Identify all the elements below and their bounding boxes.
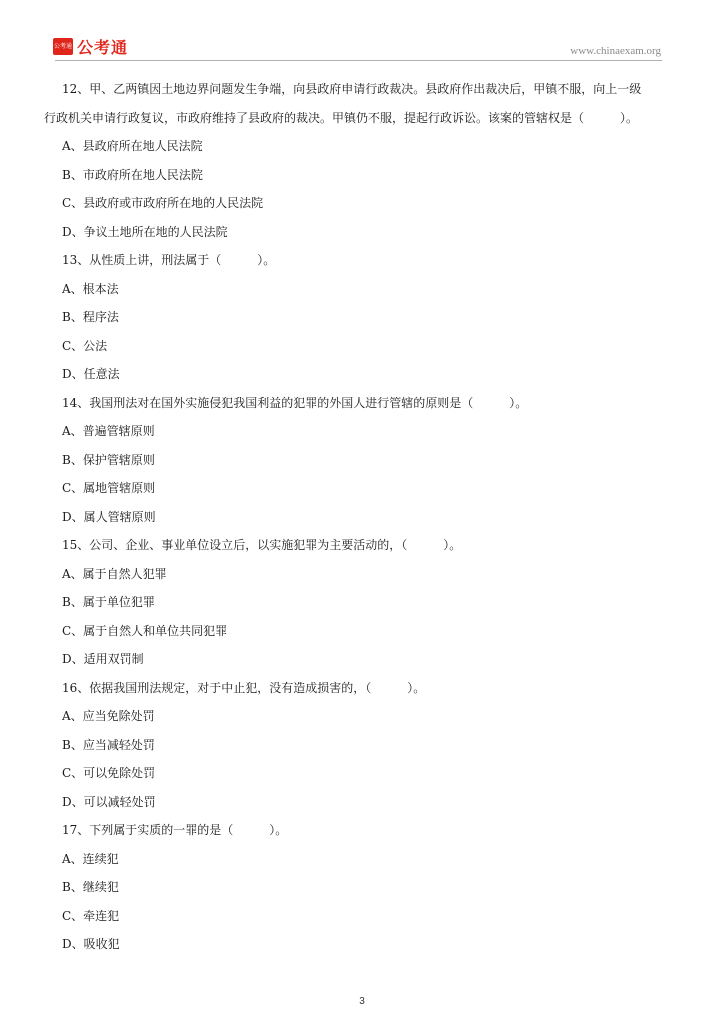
option-a: A、属于自然人犯罪 <box>62 566 167 581</box>
header-divider <box>55 60 662 61</box>
option-c: C、县政府或市政府所在地的人民法院 <box>62 196 264 210</box>
question-stem: 12、甲、乙两镇因土地边界问题发生争端，向县政府申请行政裁决。县政府作出裁决后，甲镇不服，向上一级 <box>62 82 642 96</box>
question-stem: 17、下列属于实质的一罪的是（ ）。 <box>62 823 288 837</box>
question-stem: 15、公司、企业、事业单位设立后，以实施犯罪为主要活动的，（ ）。 <box>62 538 462 552</box>
question-stem: 16、依据我国刑法规定，对于中止犯，没有造成损害的，（ ）。 <box>62 680 426 695</box>
logo <box>53 35 128 58</box>
option-d: D、任意法 <box>62 367 120 381</box>
logo-badge: 公考通 <box>53 38 73 55</box>
option-c: C、公法 <box>62 338 108 353</box>
option-c: C、牵连犯 <box>62 908 120 923</box>
option-d: D、争议土地所在地的人民法院 <box>62 224 228 239</box>
question-list <box>44 75 682 959</box>
option-a: A、县政府所在地人民法院 <box>62 139 203 153</box>
option-c: C、可以免除处罚 <box>62 766 156 780</box>
page-header <box>0 0 724 62</box>
option-b: B、市政府所在地人民法院 <box>62 167 203 182</box>
option-c: C、属地管辖原则 <box>62 481 156 495</box>
page-number: 3 <box>359 996 365 1007</box>
question-16 <box>62 674 682 817</box>
option-d: D、吸收犯 <box>62 937 120 951</box>
question-stem: 14、我国刑法对在国外实施侵犯我国利益的犯罪的外国人进行管辖的原则是（ ）。 <box>62 395 528 410</box>
option-a: A、连续犯 <box>62 851 119 866</box>
option-a: A、应当免除处罚 <box>62 709 155 723</box>
option-d: D、属人管辖原则 <box>62 509 156 524</box>
question-stem: 13、从性质上讲，刑法属于（ ）。 <box>62 253 276 267</box>
option-c: C、属于自然人和单位共同犯罪 <box>62 623 228 638</box>
option-b: B、应当减轻处罚 <box>62 737 155 752</box>
site-url: www.chinaexam.org <box>570 45 661 57</box>
question-12 <box>44 75 682 246</box>
question-stem-continued: 行政机关申请行政复议，市政府维持了县政府的裁决。甲镇仍不服，提起行政诉讼。该案的管辖权是（ ）。 <box>44 110 639 125</box>
option-a: A、普遍管辖原则 <box>62 424 155 438</box>
option-b: B、继续犯 <box>62 880 119 894</box>
option-b: B、程序法 <box>62 310 119 324</box>
question-15 <box>62 531 682 674</box>
logo-text: 公考通 <box>77 38 129 57</box>
question-17 <box>62 816 682 959</box>
question-14 <box>62 389 682 532</box>
option-b: B、保护管辖原则 <box>62 452 155 467</box>
option-a: A、根本法 <box>62 281 119 296</box>
option-d: D、适用双罚制 <box>62 652 144 666</box>
option-d: D、可以减轻处罚 <box>62 794 156 809</box>
option-b: B、属于单位犯罪 <box>62 595 155 609</box>
question-13 <box>62 246 682 389</box>
